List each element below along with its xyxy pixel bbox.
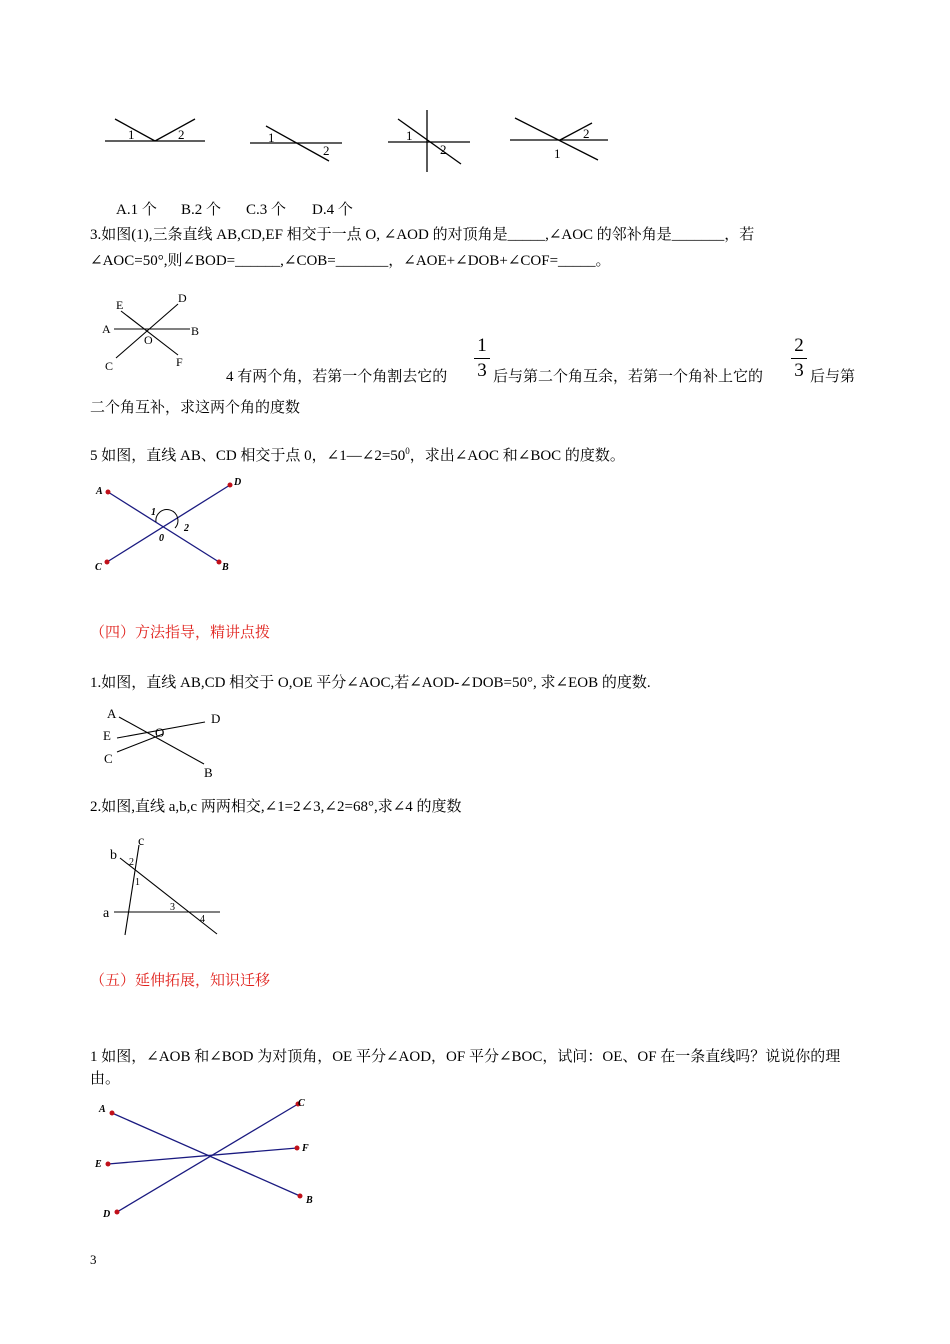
s4q1-label-b: B <box>204 765 213 780</box>
q3-label-a: A <box>102 322 111 336</box>
q3-label-o: O <box>144 333 153 347</box>
s4q2-label-b: b <box>110 848 117 863</box>
q5-degree-sup: 0 <box>405 446 410 456</box>
q3-label-e: E <box>116 298 124 312</box>
fig3-label-1: 1 <box>406 128 413 143</box>
fig1-label-2: 2 <box>178 127 185 142</box>
q5-label-a: A <box>96 486 103 497</box>
q5-label-c: C <box>95 562 102 573</box>
q5-label-d: D <box>234 477 242 488</box>
q5-label-1: 1 <box>151 507 156 518</box>
s4q1-label-d: D <box>211 711 221 726</box>
choice-c: C.3 个 <box>246 202 287 218</box>
choice-d: D.4 个 <box>312 202 353 218</box>
fig4-label-1: 1 <box>554 146 561 161</box>
q3-label-b: B <box>191 324 200 338</box>
s4q1-label-a: A <box>107 706 117 721</box>
q5-label-2: 2 <box>184 523 189 534</box>
fig3-label-2: 2 <box>440 142 447 157</box>
s4q2-label-a: a <box>103 906 110 921</box>
fig2-label-2: 2 <box>323 143 330 158</box>
s4q2-label-1: 1 <box>135 877 140 888</box>
section5-q1: 1 如图，∠AOB 和∠BOD 为对顶角，OE 平分∠AOD，OF 平分∠BOC，试问：OE、OF 在一条直线吗？说说你的理由。 <box>90 1049 841 1087</box>
q4-suffix: 后与第 <box>810 369 856 385</box>
choice-b: B.2 个 <box>181 202 222 218</box>
s4q2-label-4: 4 <box>200 914 205 925</box>
s5-label-a: A <box>99 1104 106 1115</box>
q3-line2: ∠AOC=50°,则∠BOD=______,∠COB=_______，∠AOE+∠DOB+∠COF=_____。 <box>90 253 611 269</box>
fig1-label-1: 1 <box>128 127 135 142</box>
q3-label-d: D <box>178 291 187 305</box>
q4-frac2-den: 3 <box>794 360 804 381</box>
fig2-label-1: 1 <box>268 130 275 145</box>
section4-q1: 1.如图，直线 AB,CD 相交于 O,OE 平分∠AOC,若∠AOD-∠DOB=50°, 求∠EOB 的度数. <box>90 675 651 691</box>
q5-text-after: ，求出∠AOC 和∠BOC 的度数。 <box>409 448 625 464</box>
choice-a: A.1 个 <box>116 202 157 218</box>
q4-frac2-num: 2 <box>794 335 804 356</box>
s5-label-e: E <box>95 1159 102 1170</box>
s4q2-label-2: 2 <box>129 857 134 868</box>
q5-label-b: B <box>222 562 229 573</box>
page-number: 3 <box>90 1252 97 1267</box>
s4q2-label-c: c <box>138 834 145 849</box>
q3-label-f: F <box>176 355 183 369</box>
q4-line2: 二个角互补，求这两个角的度数 <box>90 400 301 416</box>
s5-label-d: D <box>103 1209 111 1220</box>
section5-heading: （五）延伸拓展，知识迁移 <box>90 973 271 989</box>
s4q1-label-o: O <box>155 725 165 740</box>
q4-prefix: 4 有两个角，若第一个角割去它的 <box>226 369 448 385</box>
s4q1-label-e: E <box>103 728 111 743</box>
s5-label-b: B <box>306 1195 313 1206</box>
q4-middle: 后与第二个角互余，若第一个角补上它的 <box>493 369 764 385</box>
fig4-label-2: 2 <box>583 126 590 141</box>
q3-label-c: C <box>105 359 114 373</box>
section4-q2: 2.如图,直线 a,b,c 两两相交,∠1=2∠3,∠2=68°,求∠4 的度数 <box>90 799 462 815</box>
section4-heading: （四）方法指导，精讲点拨 <box>90 625 271 641</box>
s4q1-label-c: C <box>104 751 113 766</box>
s4q2-label-3: 3 <box>170 902 175 913</box>
q4-frac1-num: 1 <box>477 335 487 356</box>
q3-line1: 3.如图(1),三条直线 AB,CD,EF 相交于一点 O, ∠AOD 的对顶角是_____,∠AOC 的邻补角是_______，若 <box>90 227 755 243</box>
q5-label-o: 0 <box>159 533 164 544</box>
s5-label-f: F <box>302 1143 309 1154</box>
s5-label-c: C <box>298 1098 305 1109</box>
q5-text-main: 5 如图，直线 AB、CD 相交于点 0，∠1—∠2=50 <box>90 448 406 464</box>
q4-frac1-den: 3 <box>477 360 487 381</box>
